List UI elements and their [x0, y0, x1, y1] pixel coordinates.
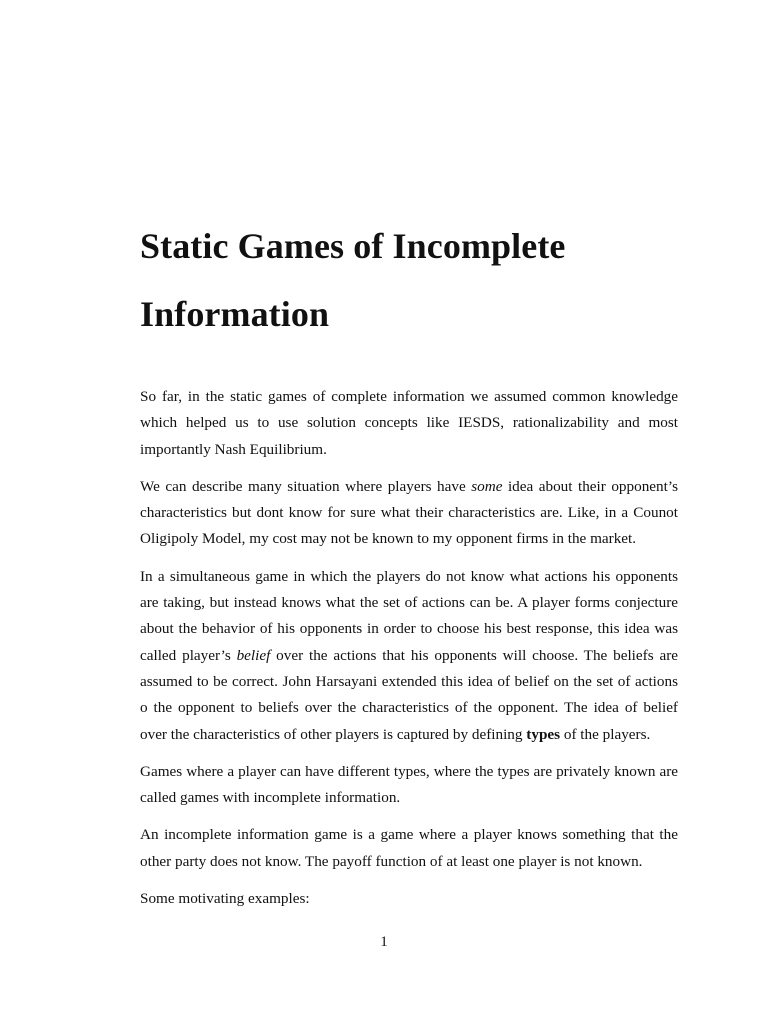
bold-types: types [526, 725, 561, 743]
body-text [140, 384, 678, 923]
paragraph-text: over the actions that his opponents will choose. The beliefs are assumed to be correct. John Harsayani extended this idea of belief on the set of actions o the opponent to beliefs over the characteristics of the opponent. The idea of belief over the characteristics of other players is captured by defining [140, 646, 678, 743]
paragraph-types-definition: Games where a player can have different types, where the types are privately known are called games with incomplete information. [140, 762, 678, 807]
paragraph-text: idea about their opponent’s characteristics but dont know for sure what their characteristics are. Like, in a Counot Oligipoly Model, my cost may not be known to my opponent firms in the market. [140, 477, 678, 548]
chapter-title [140, 212, 660, 348]
emphasis-some: some [471, 477, 503, 495]
emphasis-belief: belief [236, 646, 271, 664]
paragraph-intro: So far, in the static games of complete information we assumed common knowledge which helped us to use solution concepts like IESDS, rationalizability and most importantly Nash Equilibrium. [140, 388, 678, 458]
paragraph-beliefs [140, 564, 678, 748]
chapter-title-line-1: Static Games of Incomplete [140, 226, 566, 266]
chapter-title-line-2: Information [140, 294, 330, 334]
page-number: 1 [380, 934, 388, 950]
paragraph-some-idea [140, 474, 678, 553]
paragraph-text: of the players. [560, 725, 651, 743]
paragraph-text: We can describe many situation where players have [140, 477, 472, 495]
paragraph-examples-lead: Some motivating examples: [140, 890, 310, 908]
paragraph-text: In a simultaneous game in which the players do not know what actions his opponents are taking, but instead knows what the set of actions can be. A player forms conjecture about the behavior of his opponents in order to choose his best response, this idea was called player’s [140, 567, 678, 664]
paragraph-incomplete-definition: An incomplete information game is a game where a player knows something that the other party does not know. The payoff function of at least one player is not known. [140, 826, 678, 870]
